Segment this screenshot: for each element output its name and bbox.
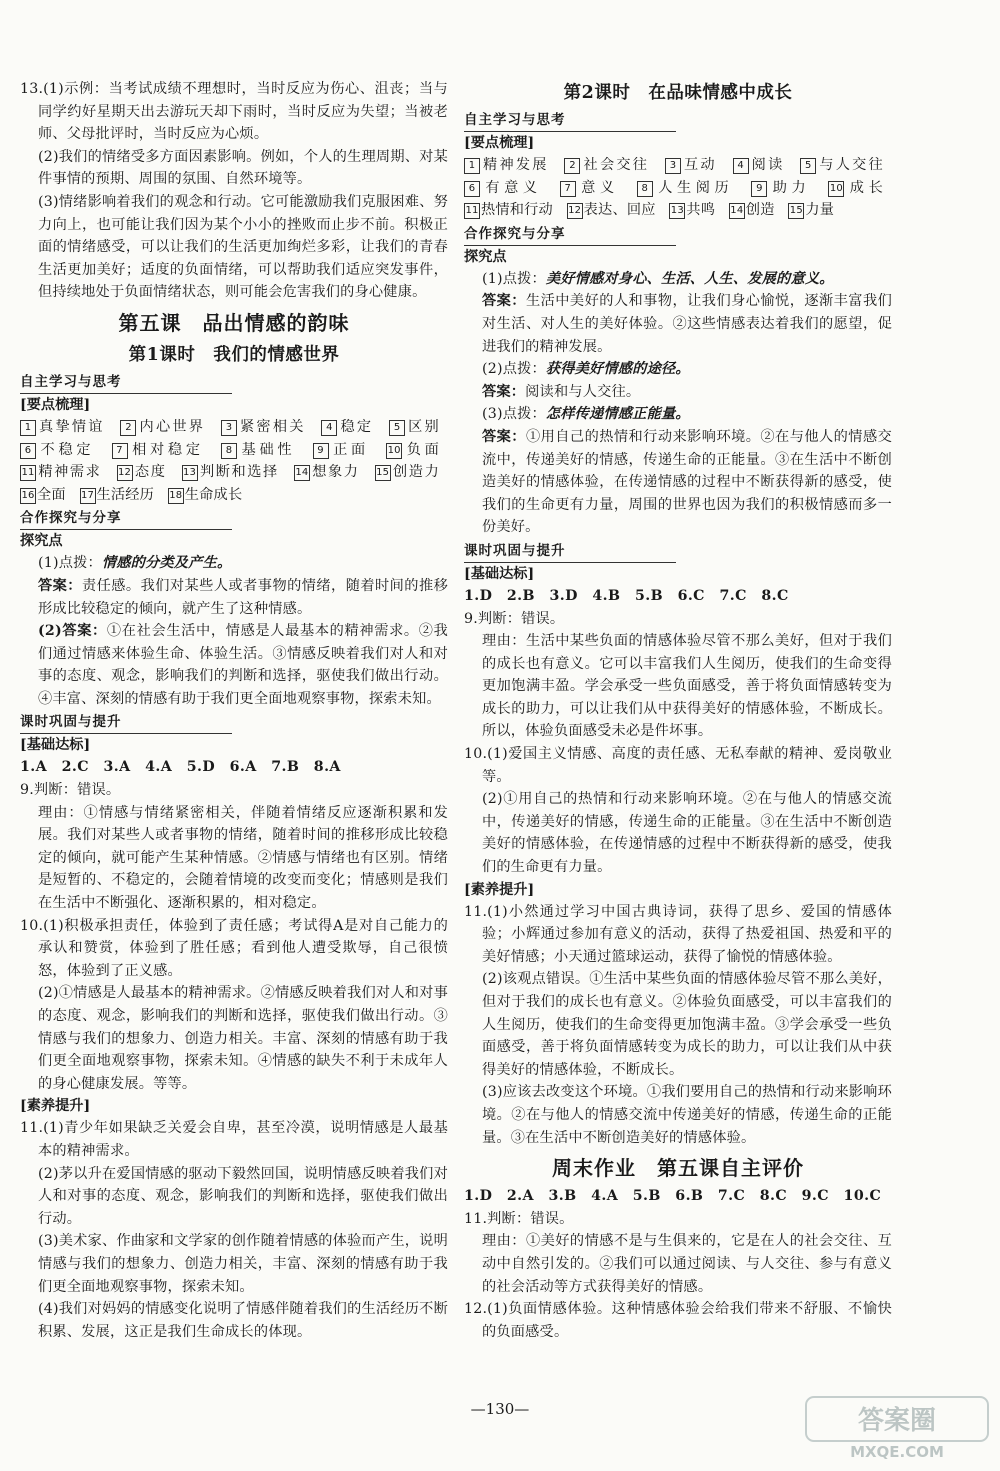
q11-part4: (4)我们对妈妈的情感变化说明了情感伴随着我们的生活经历不断积累、发展，这正是我们生命成长的体现。 xyxy=(38,1301,448,1340)
key-point-text: 精神发展 xyxy=(481,157,549,173)
key-point-text: 紧密相关 xyxy=(237,418,306,435)
key-point-item xyxy=(80,487,155,503)
key-point-item xyxy=(182,464,279,480)
explore-q2 xyxy=(464,358,892,381)
key-point-item xyxy=(117,464,167,480)
key-point-number: 3 xyxy=(665,158,681,174)
key-point-text: 相对稳定 xyxy=(128,441,204,458)
explore-a1 xyxy=(20,575,448,620)
key-point-text: 想象力 xyxy=(310,464,360,481)
page-number: —130— xyxy=(470,1400,530,1418)
period-title: 第2课时 在品味情感中成长 xyxy=(563,83,793,103)
right-column xyxy=(464,78,892,1343)
section-consolidation: 课时巩固与提升 xyxy=(20,712,232,734)
key-point-text: 阅读 xyxy=(749,157,785,173)
q13-part1: 13.(1)示例：当考试成绩不理想时，当时反应为伤心、沮丧；当与同学约好星期天出去游玩天却下雨时，当时反应为失望；当被老师、父母批评时，当时反应为心烦。 xyxy=(20,81,448,143)
tag-basic: [基础达标] xyxy=(464,565,535,582)
key-point-text: 正面 xyxy=(329,441,369,458)
key-point-number: 7 xyxy=(560,181,576,197)
hint-text: 获得美好情感的途径。 xyxy=(545,361,690,378)
answer-text: 生活中美好的人和事物，让我们身心愉悦，逐渐丰富我们对生活、对人生的美好体验。②这些情感表达着我们的愿望，促进我们的精神发展。 xyxy=(482,293,892,355)
key-point-text: 共鸣 xyxy=(686,202,716,219)
key-point-number: 4 xyxy=(321,420,337,436)
key-point-text: 内心世界 xyxy=(137,418,206,435)
explore-heading: 探究点 xyxy=(464,248,507,265)
tag-key-points: [要点梳理] xyxy=(464,135,535,151)
key-point-number: 13 xyxy=(669,203,685,219)
key-point-text: 生命成长 xyxy=(184,486,243,503)
key-point-number: 9 xyxy=(313,443,329,459)
tag-key-points: [要点梳理] xyxy=(20,396,91,413)
key-point-item xyxy=(567,202,656,218)
key-point-text: 生活经历 xyxy=(96,486,155,503)
explore-a2 xyxy=(464,381,892,404)
key-point-text: 意义 xyxy=(576,179,619,196)
tag-literacy: [素养提升] xyxy=(464,881,535,898)
key-point-number: 7 xyxy=(112,443,128,459)
tag-basic: [基础达标] xyxy=(20,737,91,754)
tag-literacy: [素养提升] xyxy=(20,1098,91,1115)
hint-text: 情感的分类及产生。 xyxy=(101,555,232,572)
key-point-item xyxy=(20,442,94,458)
key-point-number: 10 xyxy=(386,443,402,459)
key-point-text: 社会交往 xyxy=(581,157,650,173)
key-point-number: 2 xyxy=(564,158,580,174)
hint-text: 怎样传递情感正能量。 xyxy=(545,406,690,423)
answer-label: (2)答案： xyxy=(38,623,107,640)
watermark-url: MXQE.COM xyxy=(850,1443,944,1461)
hint-text: 美好情感对身心、生活、人生、发展的意义。 xyxy=(545,270,834,287)
watermark-logo xyxy=(802,1391,992,1463)
key-point-item xyxy=(168,487,243,503)
key-point-number: 1 xyxy=(464,158,480,174)
key-point-item xyxy=(669,202,715,218)
left-column xyxy=(20,78,448,1343)
key-point-number: 3 xyxy=(221,420,237,436)
key-point-text: 真挚情谊 xyxy=(37,418,105,435)
watermark-text: 答案圈 xyxy=(857,1406,937,1436)
key-point-text: 创造力 xyxy=(391,464,439,481)
key-point-number: 11 xyxy=(20,465,36,481)
key-point-number: 5 xyxy=(800,158,816,174)
answer-text: ①用自己的热情和行动来影响环境。②在与他人的情感交流中，传递美好的情感，传递生命的正能量。③在生活中不断创造美好的情感体验，在传递情感的过程中不断获得新的感受，使我们的生命更有力量，周围的世界也因为我们的积极情感而多一份美好。 xyxy=(482,428,892,536)
key-point-number: 15 xyxy=(375,465,391,481)
key-point-number: 1 xyxy=(20,420,36,436)
hint-label: (1)点拨： xyxy=(482,270,546,287)
key-point-item xyxy=(564,157,649,173)
key-point-number: 16 xyxy=(20,488,36,504)
q9-head: 9.判断：错误。 xyxy=(20,782,121,799)
answer-text: 阅读和与人交往。 xyxy=(525,383,641,400)
key-point-text: 力量 xyxy=(805,202,835,219)
key-point-number: 8 xyxy=(221,443,237,459)
key-point-item xyxy=(733,157,785,173)
key-point-text: 成长 xyxy=(845,179,883,196)
key-point-number: 15 xyxy=(788,203,804,219)
key-point-number: 5 xyxy=(389,420,405,436)
answer-label: 答案： xyxy=(38,577,82,594)
key-point-text: 基础性 xyxy=(238,441,296,458)
key-point-number: 14 xyxy=(729,203,745,219)
weekend-title: 周末作业 第五课自主评价 xyxy=(552,1156,804,1181)
key-point-text: 人生阅历 xyxy=(653,179,734,196)
key-point-text: 全面 xyxy=(37,486,66,503)
q10-part2: (2)①情感是人最基本的精神需求。②情感反映着我们对人和对事的态度、观念，影响我们的判断和选择，驱使我们做出行动。③情感与我们的想象力、创造力相关。丰富、深刻的情感有助于我们更全面地观察事物，探索未知。④情感的缺失不利于未成年人的身心健康发展。等等。 xyxy=(38,985,448,1092)
key-point-item xyxy=(637,180,733,196)
q10-part1: 10.(1)爱国主义情感、高度的责任感、无私奉献的精神、爱岗敬业等。 xyxy=(464,746,892,785)
q11-part1: 11.(1)青少年如果缺乏关爱会自卑，甚至冷漠，说明情感是人最基本的精神需求。 xyxy=(20,1120,448,1159)
hint-label: (3)点拨： xyxy=(482,406,546,423)
key-point-item xyxy=(386,442,439,458)
q9-body: 理由：生活中某些负面的情感体验尽管不那么美好，但对于我们的成长也有意义。它可以丰富我们人生阅历，使我们的生命变得更加饱满丰盈。学会承受一些负面感受，善于将负面情感转变为成长的助力，可以让我们从中获得美好的情感体验，不断成长。所以，体验负面感受未必是件坏事。 xyxy=(482,633,892,740)
key-point-item xyxy=(464,157,549,173)
key-point-item xyxy=(560,180,619,196)
key-point-text: 不稳定 xyxy=(37,441,95,458)
key-point-item xyxy=(294,464,360,480)
key-point-number: 17 xyxy=(80,488,96,504)
key-point-item xyxy=(751,180,810,196)
key-point-text: 负面 xyxy=(403,441,440,458)
key-point-number: 11 xyxy=(464,203,480,219)
key-point-number: 4 xyxy=(733,158,749,174)
key-point-text: 有意义 xyxy=(481,179,542,196)
key-point-item xyxy=(20,464,101,480)
key-point-text: 态度 xyxy=(133,464,167,481)
key-point-number: 14 xyxy=(294,465,310,481)
q9-body: 理由：①情感与情绪紧密相关，伴随着情绪反应逐渐积累和发展。我们对某些人或者事物的情绪，随着时间的推移形成比较稳定的倾向，就可能产生某种情感。②情感与情绪也有区别。情绪是短暂的、不稳定的，会随着情境的改变而变化；情感则是我们在生活中不断强化、逐渐积累的，相对稳定。 xyxy=(38,804,448,912)
key-point-item xyxy=(800,157,883,173)
key-point-item xyxy=(729,202,775,218)
key-point-text: 助力 xyxy=(768,179,811,196)
hint-label: (1)点拨： xyxy=(38,555,102,572)
key-point-item xyxy=(221,419,306,435)
key-point-number: 18 xyxy=(168,488,184,504)
q10-part1: 10.(1)积极承担责任，体验到了责任感；考试得A是对自己能力的承认和赞赏，体验到了胜任感；看到他人遭受欺辱，自己很愤怒，体验到了正义感。 xyxy=(20,917,448,979)
key-point-item xyxy=(313,442,369,458)
q13-part2: (2)我们的情绪受多方面因素影响。例如，个人的生理周期、对某件事情的预期、周围的氛围、自然环境等。 xyxy=(38,148,448,188)
section-self-study: 自主学习与思考 xyxy=(20,372,232,394)
key-point-text: 表达、回应 xyxy=(583,202,656,219)
explore-heading: 探究点 xyxy=(20,533,63,550)
key-point-number: 13 xyxy=(182,465,198,481)
key-point-number: 12 xyxy=(567,203,583,219)
q13-part3: (3)情绪影响着我们的观念和行动。它可能激励我们克服困难、努力向上，也可能让我们因为某个小小的挫败而止步不前。积极正面的情绪感受，可以让我们的生活更加绚烂多彩，让我们的青春生活更加美好；适度的负面情绪，可以帮助我们适应突发事件，但持续地处于负面情绪状态，则可能会危害我们的身心健康。 xyxy=(38,193,448,301)
key-points-list xyxy=(464,154,892,222)
q11-part1: 11.(1)小然通过学习中国古典诗词，获得了思乡、爱国的情感体验；小辉通过参加有意义的活动，获得了热爱祖国、热爱和平的美好情感；小天通过篮球运动，获得了愉悦的情感体验。 xyxy=(464,903,892,965)
section-self-study: 自主学习与思考 xyxy=(464,110,676,132)
key-point-item xyxy=(20,419,105,435)
q11-part2: (2)该观点错误。①生活中某些负面的情感体验尽管不那么美好，但对于我们的成长也有意义。②体验负面感受，可以丰富我们的人生阅历，使我们的生命变得更加饱满丰盈。③学会承受一些负面感受，善于将负面情感转变为成长的助力，可以让我们从中获得美好的情感体验，不断成长。 xyxy=(482,971,892,1078)
lesson-title: 第五课 品出情感的韵味 xyxy=(118,310,350,335)
q11-part3: (3)应该去改变这个环境。①我们要用自己的热情和行动来影响环境。②在与他人的情感交流中传递美好的情感，传递生命的正能量。③在生活中不断创造美好的情感体验。 xyxy=(482,1084,892,1146)
key-point-number: 9 xyxy=(751,181,767,197)
key-point-item xyxy=(221,442,295,458)
weekend-q12: 12.(1)负面情感体验。这种情感体验会给我们带来不舒服、不愉快的负面感受。 xyxy=(464,1301,892,1340)
key-point-item xyxy=(375,464,439,480)
answer-label: 答案： xyxy=(482,293,526,310)
explore-q1 xyxy=(464,268,892,291)
key-point-item xyxy=(464,202,553,218)
key-point-item xyxy=(321,419,373,435)
key-point-item xyxy=(20,487,66,503)
key-point-text: 创造 xyxy=(745,202,775,219)
section-consolidation: 课时巩固与提升 xyxy=(464,541,676,563)
explore-q3 xyxy=(464,403,892,426)
key-point-text: 区别 xyxy=(406,418,439,435)
weekend-q11-body: 理由：①美好的情感不是与生俱来的，它是在人的社会交往、互动中自然引发的。②我们可以通过阅读、与人交往、参与有意义的社会活动等方式获得美好的情感。 xyxy=(482,1233,892,1295)
explore-a3 xyxy=(464,426,892,539)
period-title: 第1课时 我们的情感世界 xyxy=(128,344,340,365)
answer-label: 答案： xyxy=(482,428,526,445)
key-points-list xyxy=(20,416,448,506)
answer-label: 答案： xyxy=(482,383,526,400)
key-point-number: 2 xyxy=(120,420,136,436)
key-point-item xyxy=(112,442,204,458)
explore-a2 xyxy=(20,620,448,710)
answer-text: ①在社会生活中，情感是人最基本的精神需求。②我们通过情感来体验生命、体验生活。③情感反映着我们对人和对事的态度、观念，影响我们的判断和选择，驱使我们做出行动。④丰富、深刻的情感有助于我们更全面地观察事物，探索未知。 xyxy=(38,623,449,707)
hint-label: (2)点拨： xyxy=(482,361,546,378)
key-point-item xyxy=(120,419,205,435)
key-point-text: 精神需求 xyxy=(37,464,102,481)
key-point-item xyxy=(665,157,717,173)
weekend-q11-head: 11.判断：错误。 xyxy=(464,1210,574,1227)
section-cooperative: 合作探究与分享 xyxy=(20,508,232,530)
mcq-answers: 1.A 2.C 3.A 4.A 5.D 6.A 7.B 8.A xyxy=(20,759,341,776)
q11-part3: (3)美术家、作曲家和文学家的创作随着情感的体验而产生，说明情感与我们的想象力、创造力相关，丰富、深刻的情感有助于我们更全面地观察事物，探索未知。 xyxy=(38,1233,448,1295)
key-point-text: 稳定 xyxy=(338,418,374,435)
key-point-text: 互动 xyxy=(681,157,717,173)
key-point-item xyxy=(788,202,834,218)
key-point-text: 与人交往 xyxy=(817,157,883,173)
key-point-item xyxy=(389,419,439,435)
q9-head: 9.判断：错误。 xyxy=(464,610,565,627)
explore-q1 xyxy=(20,552,448,575)
key-point-text: 判断和选择 xyxy=(198,464,279,481)
section-cooperative: 合作探究与分享 xyxy=(464,224,676,246)
key-point-text: 热情和行动 xyxy=(481,202,553,219)
key-point-number: 6 xyxy=(20,443,36,459)
key-point-number: 12 xyxy=(117,465,133,481)
key-point-item xyxy=(828,180,883,196)
q11-part2: (2)茅以升在爱国情感的驱动下毅然回国，说明情感反映着我们对人和对事的态度、观念，影响我们的判断和选择，驱使我们做出行动。 xyxy=(38,1165,448,1227)
key-point-number: 6 xyxy=(464,181,480,197)
key-point-number: 8 xyxy=(637,181,653,197)
explore-a1 xyxy=(464,290,892,358)
answer-text: 责任感。我们对某些人或者事物的情绪，随着时间的推移形成比较稳定的倾向，就产生了这种情感。 xyxy=(38,577,448,617)
key-point-item xyxy=(464,180,542,196)
mcq-answers: 1.D 2.B 3.D 4.B 5.B 6.C 7.C 8.C xyxy=(464,587,789,604)
key-point-number: 10 xyxy=(828,181,844,197)
weekend-mcq-answers: 1.D 2.A 3.B 4.A 5.B 6.B 7.C 8.C 9.C 10.C xyxy=(464,1188,882,1205)
q10-part2: (2)①用自己的热情和行动来影响环境。②在与他人的情感交流中，传递美好的情感，传递生命的正能量。③在生活中不断创造美好的情感体验，在传递情感的过程中不断获得新的感受，使我们的生命更有力量。 xyxy=(482,791,892,876)
